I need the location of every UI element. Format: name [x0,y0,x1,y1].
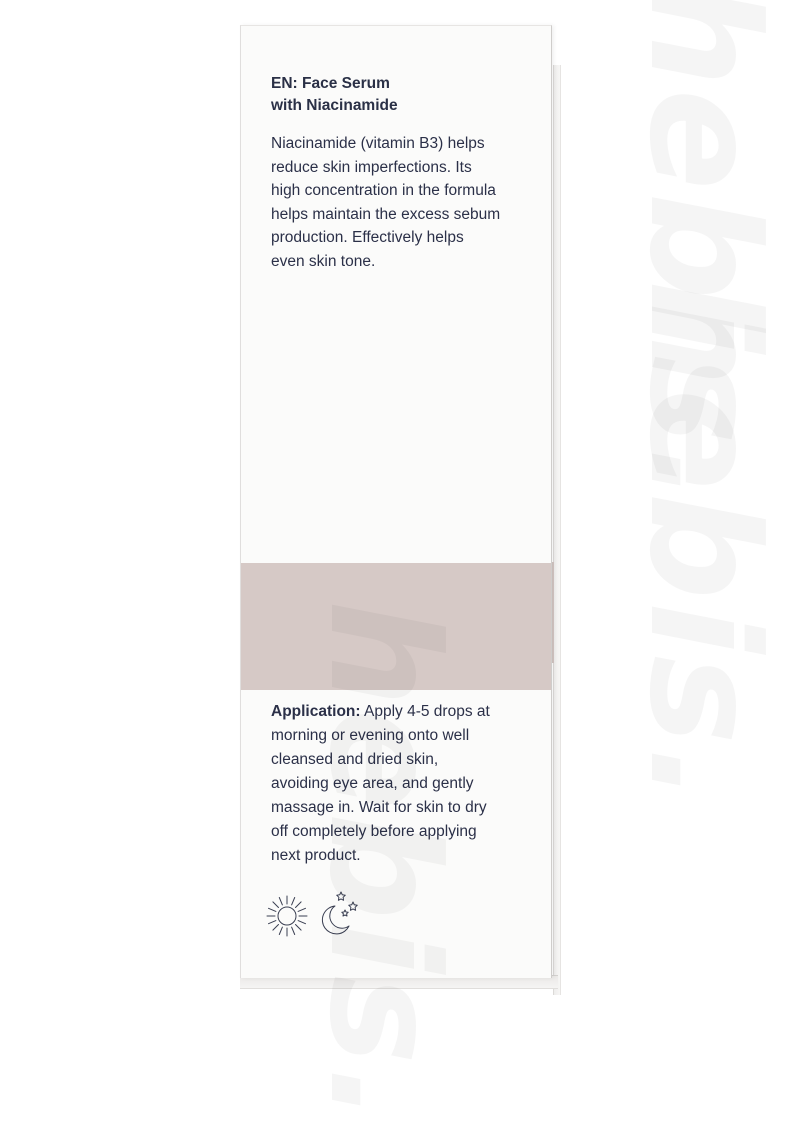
usage-time-icons [265,888,375,948]
watermark-hebis-top [616,0,790,506]
product-description [271,132,541,273]
product-heading [271,73,531,117]
product-box-side-panel [240,25,552,978]
watermark-hebis-middle [616,280,790,806]
description-line: high concentration in the formula [271,182,496,199]
decorative-color-band [241,563,551,690]
application-instructions [271,700,541,868]
moon-stars-icon [315,888,365,940]
heading-line-2: with Niacinamide [271,97,398,114]
application-line: morning or evening onto well [271,727,470,744]
box-side-flap [553,65,561,995]
application-line: off completely before applying [271,823,477,840]
description-line: production. Effectively helps [271,229,464,246]
heading-line-1: EN: Face Serum [271,75,390,92]
description-line: helps maintain the excess sebum [271,205,501,223]
application-first-line-rest: Apply 4-5 drops at [360,703,490,720]
description-line: reduce skin imperfections. Its [271,158,472,176]
description-line: Niacinamide (vitamin B3) helps [271,135,485,152]
application-line: avoiding eye area, and gently [271,775,474,792]
application-line: cleansed and dried skin, [271,751,439,768]
sun-icon [265,894,309,938]
description-line: even skin tone. [271,252,376,270]
application-label: Application: [271,703,361,720]
application-line: next product. [271,847,361,864]
application-first-line [271,700,541,724]
application-line: massage in. Wait for skin to dry [271,799,487,816]
